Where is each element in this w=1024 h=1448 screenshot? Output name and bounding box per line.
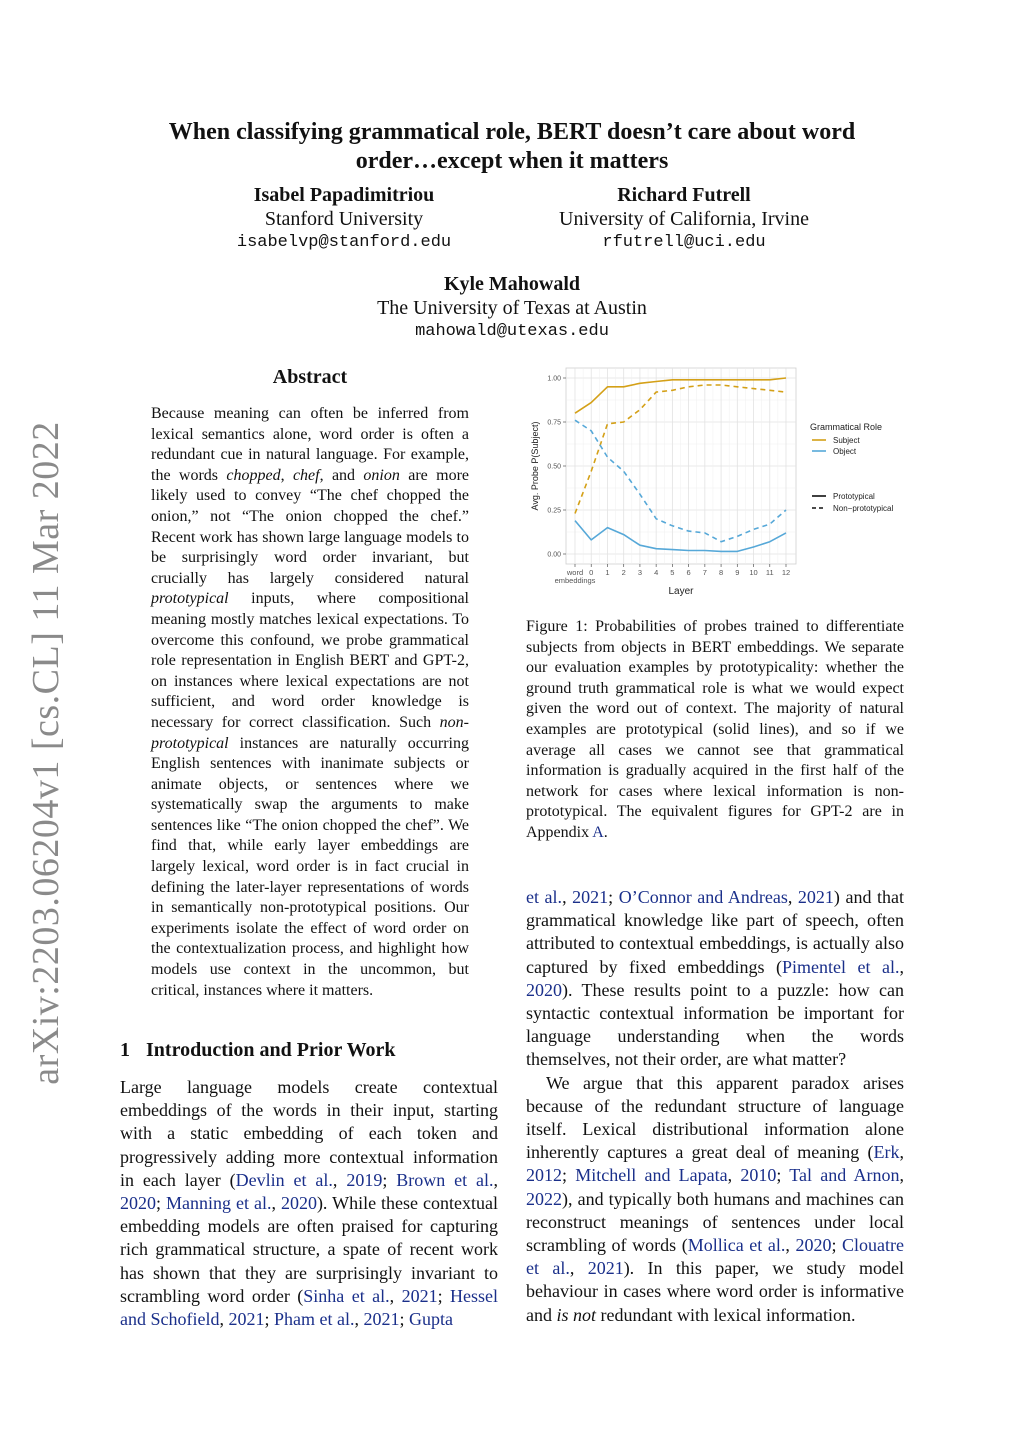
x-tick-label: 0: [589, 568, 594, 577]
arxiv-identifier: arXiv:2203.06204v1 [cs.CL] 11 Mar 2022: [25, 421, 67, 1085]
body-text: Large language models create contextual embeddings of the words in their input, starting with a static embedding of each token and progressively adding more contextual information in each layer (: [120, 1077, 498, 1190]
body-text: ;: [399, 1309, 409, 1330]
body-emphasis: is not: [556, 1304, 597, 1325]
legend-title: Grammatical Role: [810, 422, 883, 432]
body-text: ). These results point to a puzzle: how can syntactic contextual information be important for language understanding when the words themselves, not their order, are what matter?: [526, 979, 904, 1070]
x-tick-label: 1: [605, 568, 610, 577]
citation-year-link[interactable]: 2021: [228, 1309, 265, 1330]
author-affiliation: The University of Texas at Austin: [377, 297, 647, 319]
body-text: ,: [899, 956, 904, 977]
author-email: isabelvp@stanford.edu: [236, 233, 452, 252]
body-text: ,: [787, 887, 798, 907]
citation-link[interactable]: Pimentel et al.: [781, 956, 900, 977]
author-name: Kyle Mahowald: [443, 273, 581, 295]
x-tick-label: 7: [702, 568, 707, 577]
abstract-text: Because meaning can often be inferred from lexical semantics alone, word order is often a redundant cue in natural language. For example, the words: [151, 405, 469, 484]
y-tick-label: 0.75: [547, 419, 561, 427]
citation-link[interactable]: Brown et al.: [396, 1169, 494, 1190]
citation-year-link[interactable]: 2020: [280, 1193, 317, 1214]
body-text: ,: [569, 1258, 588, 1279]
citation-year-link[interactable]: 2021: [797, 887, 834, 907]
body-text: ;: [608, 887, 619, 907]
intro-right-column: [526, 886, 904, 1327]
paragraph: [526, 886, 904, 1072]
body-text: ,: [389, 1285, 402, 1306]
body-text: ;: [562, 1165, 576, 1186]
body-text: ). In this paper, we study model behaviour in cases where word order is informative and: [526, 1258, 905, 1325]
body-text: ), and typically both humans and machines can reconstruct meanings of sentences under local scrambling of words (: [526, 1188, 904, 1256]
y-tick-label: 0.50: [547, 463, 561, 471]
title-line-1: When classifying grammatical role, BERT doesn’t care about word: [168, 119, 856, 145]
section-heading: [120, 1039, 396, 1062]
legend-label-subject: Subject: [833, 436, 860, 445]
body-text: ,: [332, 1169, 347, 1190]
body-text: ,: [785, 1235, 796, 1256]
x-tick-label: 10: [749, 568, 758, 577]
figure-1-caption: [526, 617, 904, 844]
appendix-link[interactable]: A: [592, 823, 604, 841]
body-text: ,: [493, 1169, 499, 1190]
y-tick-label: 0.25: [547, 507, 561, 515]
author-affiliation: University of California, Irvine: [559, 208, 809, 230]
y-tick-label: 0.00: [547, 551, 561, 559]
citation-year-link[interactable]: 2010: [740, 1165, 777, 1186]
arxiv-sidebar: [4, 421, 88, 1085]
citation-link[interactable]: Erk: [873, 1142, 900, 1163]
citation-link[interactable]: Mitchell and Lapata: [575, 1165, 728, 1186]
caption-text: Figure 1: Probabilities of probes trained to differentiate subjects from objects in BERT embeddings. We separate our evaluation examples by prototypicality: whether the ground truth grammatical role is what we would expect given the word out of context. The majority of natural examples are prototypical (solid lines), and so if we average all cases we cannot see that grammatical information is gradually acquired in the first half of the network for cases where lexical information is non-prototypical. The equivalent figures for GPT-2 are in Appendix: [526, 618, 904, 841]
citation-year-link[interactable]: 2021: [572, 887, 609, 907]
paragraph: [526, 1072, 904, 1327]
author-block-3: [352, 272, 672, 344]
citation-link[interactable]: Sinha et al.: [303, 1285, 390, 1306]
abstract-text: , and: [319, 466, 364, 484]
legend-label-prototypical: Prototypical: [833, 492, 875, 501]
legend-label-non-prototypical: Non−prototypical: [833, 504, 894, 513]
citation-year-link[interactable]: 2022: [526, 1188, 562, 1209]
abstract-text: instances are naturally occurring English sentences with inanimate subjects or animate objects, or sentences where we systematically swap the arguments to make sentences like “The onion chopped the chef”. We find that, while early layer embeddings are largely lexical, word order is in fact crucial in defining the later-layer representations of words in semantically non-prototypical positions. Our experiments isolate the effect of word order on the contextualization process, and highlight how models use context in the uncommon, but critical, instances where it matters.: [151, 734, 469, 999]
citation-year-link[interactable]: 2020: [526, 979, 562, 1000]
citation-link[interactable]: Hessel and Schofield: [120, 1285, 498, 1330]
citation-year-link[interactable]: 2021: [401, 1285, 438, 1306]
x-tick-label: 6: [686, 568, 691, 577]
y-tick-label: 1.00: [547, 375, 561, 383]
body-text: redundant with lexical information.: [596, 1304, 856, 1325]
abstract-emphasis: prototypical: [151, 590, 229, 608]
author-name: Isabel Papadimitriou: [253, 184, 435, 206]
x-tick-label: 2: [621, 568, 626, 577]
body-text: We argue that this apparent paradox arises because of the redundant structure of language itself. Lexical distributional information alone inherently captures a great deal of meaning (: [526, 1072, 904, 1163]
body-text: ;: [382, 1169, 397, 1190]
author-email: rfutrell@uci.edu: [602, 233, 766, 252]
paper-title: [100, 118, 924, 176]
x-tick-label: embeddings: [554, 576, 596, 585]
body-text: ,: [899, 1165, 904, 1186]
author-block-1: [224, 183, 464, 255]
citation-year-link[interactable]: 2021: [363, 1309, 400, 1330]
body-text: ,: [727, 1165, 741, 1186]
body-text: ,: [354, 1309, 364, 1330]
abstract-emphasis: chopped: [226, 466, 281, 484]
body-text: ;: [264, 1309, 274, 1330]
citation-link[interactable]: Pham et al.: [274, 1309, 355, 1330]
legend: [810, 422, 893, 513]
abstract-text: are more likely used to convey “The chef chopped the onion,” not “The onion chopped the chef.” Recent work has shown large language models to be surprisingly word order invariant, but crucially has largely considered natural: [151, 466, 469, 587]
body-text: ;: [156, 1193, 166, 1214]
x-tick-label: 9: [735, 568, 740, 577]
citation-year-link[interactable]: 2021: [587, 1258, 624, 1279]
citation-year-link[interactable]: 2019: [346, 1169, 383, 1190]
body-text: ;: [437, 1285, 450, 1306]
body-text: ,: [562, 887, 573, 907]
citation-link[interactable]: Devlin et al.: [235, 1169, 333, 1190]
citation-link[interactable]: et al.: [526, 887, 563, 907]
x-tick-label: word: [566, 568, 584, 577]
body-text: ). While these contextual embedding models are often praised for capturing rich grammatical structure, a spate of recent work has shown that they are surprisingly invariant to scrambling word order (: [120, 1193, 498, 1306]
author-email: mahowald@utexas.edu: [415, 322, 609, 341]
abstract-text: inputs, where compositional meaning mostly matches lexical expectations. To overcome this confound, we probe grammatical role representation in English BERT and GPT-2, on instances where lexical expectations are not sufficient, and word order knowledge is necessary for correct classification. Such: [151, 590, 469, 731]
citation-year-link[interactable]: 2012: [526, 1165, 562, 1186]
citation-link[interactable]: Clouatre et al.: [526, 1235, 905, 1279]
y-axis-ticks: [547, 376, 566, 559]
author-name: Richard Futrell: [617, 184, 751, 206]
body-text: ,: [899, 1142, 904, 1163]
citation-link[interactable]: Tal and Arnon: [789, 1165, 900, 1186]
author-block-2: [540, 183, 828, 255]
x-tick-label: 5: [670, 568, 675, 577]
abstract-heading: Abstract: [272, 366, 348, 388]
x-tick-label: 4: [654, 568, 659, 577]
citation-link[interactable]: Gupta: [409, 1309, 453, 1330]
body-text: ,: [271, 1193, 281, 1214]
abstract-emphasis: chef: [292, 466, 320, 484]
x-tick-label: 11: [765, 568, 774, 577]
citation-year-link[interactable]: 2020: [795, 1235, 832, 1256]
body-text: ;: [831, 1235, 843, 1256]
x-tick-label: 12: [781, 568, 791, 577]
body-text: ;: [776, 1165, 790, 1186]
body-text: ,: [219, 1309, 229, 1330]
citation-year-link[interactable]: 2020: [120, 1193, 156, 1214]
x-tick-label: 8: [718, 568, 724, 577]
citation-link[interactable]: Mollica et al.: [687, 1235, 786, 1256]
x-axis-ticks: [555, 564, 791, 585]
section-title: Introduction and Prior Work: [146, 1039, 396, 1061]
title-line-2: order…except when it matters: [355, 148, 669, 174]
abstract-emphasis: non-prototypical: [151, 713, 469, 752]
x-tick-label: 3: [637, 568, 643, 577]
citation-link[interactable]: O’Connor and Andreas: [618, 887, 788, 907]
figure-1-chart: [524, 362, 908, 602]
abstract-emphasis: onion: [363, 466, 400, 484]
intro-left-column: [120, 1076, 498, 1331]
author-affiliation: Stanford University: [264, 208, 424, 230]
body-text: ) and that grammatical knowledge like part of speech, often attributed to contextual embeddings, is actually also captured by fixed embeddings (: [526, 887, 905, 977]
x-axis-label: Layer: [668, 586, 694, 597]
section-number: 1: [120, 1039, 130, 1061]
citation-link[interactable]: Manning et al.: [166, 1193, 272, 1214]
caption-text: .: [603, 823, 608, 841]
abstract-text: ,: [280, 466, 293, 484]
y-axis-label: Avg. Probe P(Subject): [530, 421, 540, 511]
abstract-body: [151, 404, 469, 1001]
legend-label-object: Object: [833, 447, 857, 456]
